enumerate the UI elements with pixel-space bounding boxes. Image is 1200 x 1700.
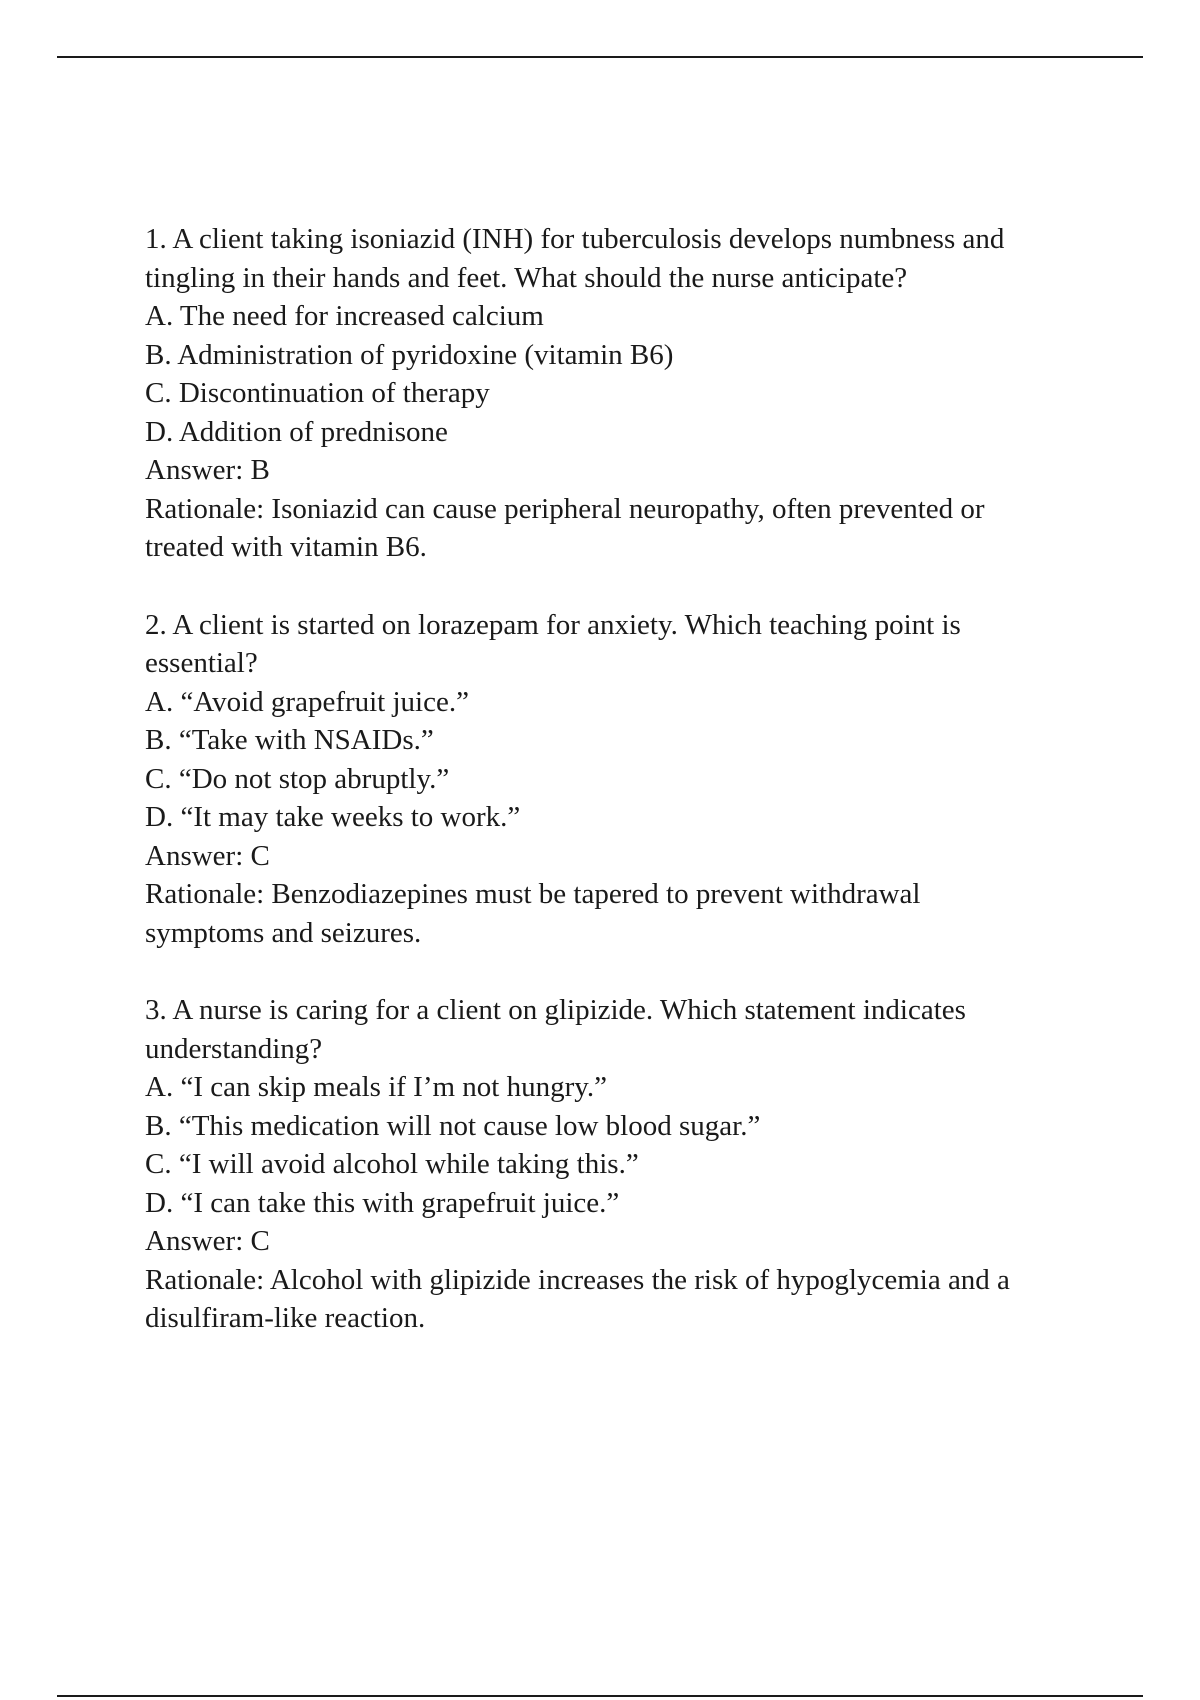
- option-d: D. Addition of prednisone: [145, 415, 448, 448]
- option-c: C. Discontinuation of therapy: [145, 377, 490, 409]
- option-a: A. The need for increased calcium: [145, 300, 544, 332]
- option-b: B. “This medication will not cause low blood sugar.”: [145, 1109, 761, 1142]
- question-stem: 2. A client is started on lorazepam for anxiety. Which teaching point is essential?: [145, 608, 961, 679]
- option-a: A. “Avoid grapefruit juice.”: [145, 685, 469, 718]
- rationale: Rationale: Benzodiazepines must be tapered to prevent withdrawal symptoms and seizures.: [145, 878, 921, 949]
- top-rule: [57, 56, 1143, 58]
- answer: Answer: C: [145, 1225, 270, 1257]
- option-c: C. “Do not stop abruptly.”: [145, 762, 450, 795]
- option-c: C. “I will avoid alcohol while taking this.”: [145, 1148, 639, 1180]
- option-b: B. “Take with NSAIDs.”: [145, 724, 434, 756]
- rationale: Rationale: Alcohol with glipizide increases the risk of hypoglycemia and a disulfiram-like reaction.: [145, 1263, 1010, 1334]
- document-body: [145, 220, 1015, 1377]
- question-2: [145, 606, 1015, 953]
- rationale: Rationale: Isoniazid can cause peripheral neuropathy, often prevented or treated with vitamin B6.: [145, 492, 985, 563]
- question-stem: 1. A client taking isoniazid (INH) for tuberculosis develops numbness and tingling in their hands and feet. What should the nurse anticipate?: [145, 223, 1005, 294]
- question-1: [145, 220, 1015, 567]
- option-a: A. “I can skip meals if I’m not hungry.”: [145, 1071, 607, 1103]
- option-d: D. “It may take weeks to work.”: [145, 801, 521, 833]
- bottom-rule: [57, 1695, 1143, 1697]
- option-b: B. Administration of pyridoxine (vitamin B6): [145, 338, 674, 371]
- answer: Answer: C: [145, 839, 270, 872]
- question-3: [145, 991, 1015, 1338]
- answer: Answer: B: [145, 454, 270, 486]
- question-stem: 3. A nurse is caring for a client on glipizide. Which statement indicates understanding?: [145, 994, 966, 1065]
- option-d: D. “I can take this with grapefruit juice.”: [145, 1186, 620, 1219]
